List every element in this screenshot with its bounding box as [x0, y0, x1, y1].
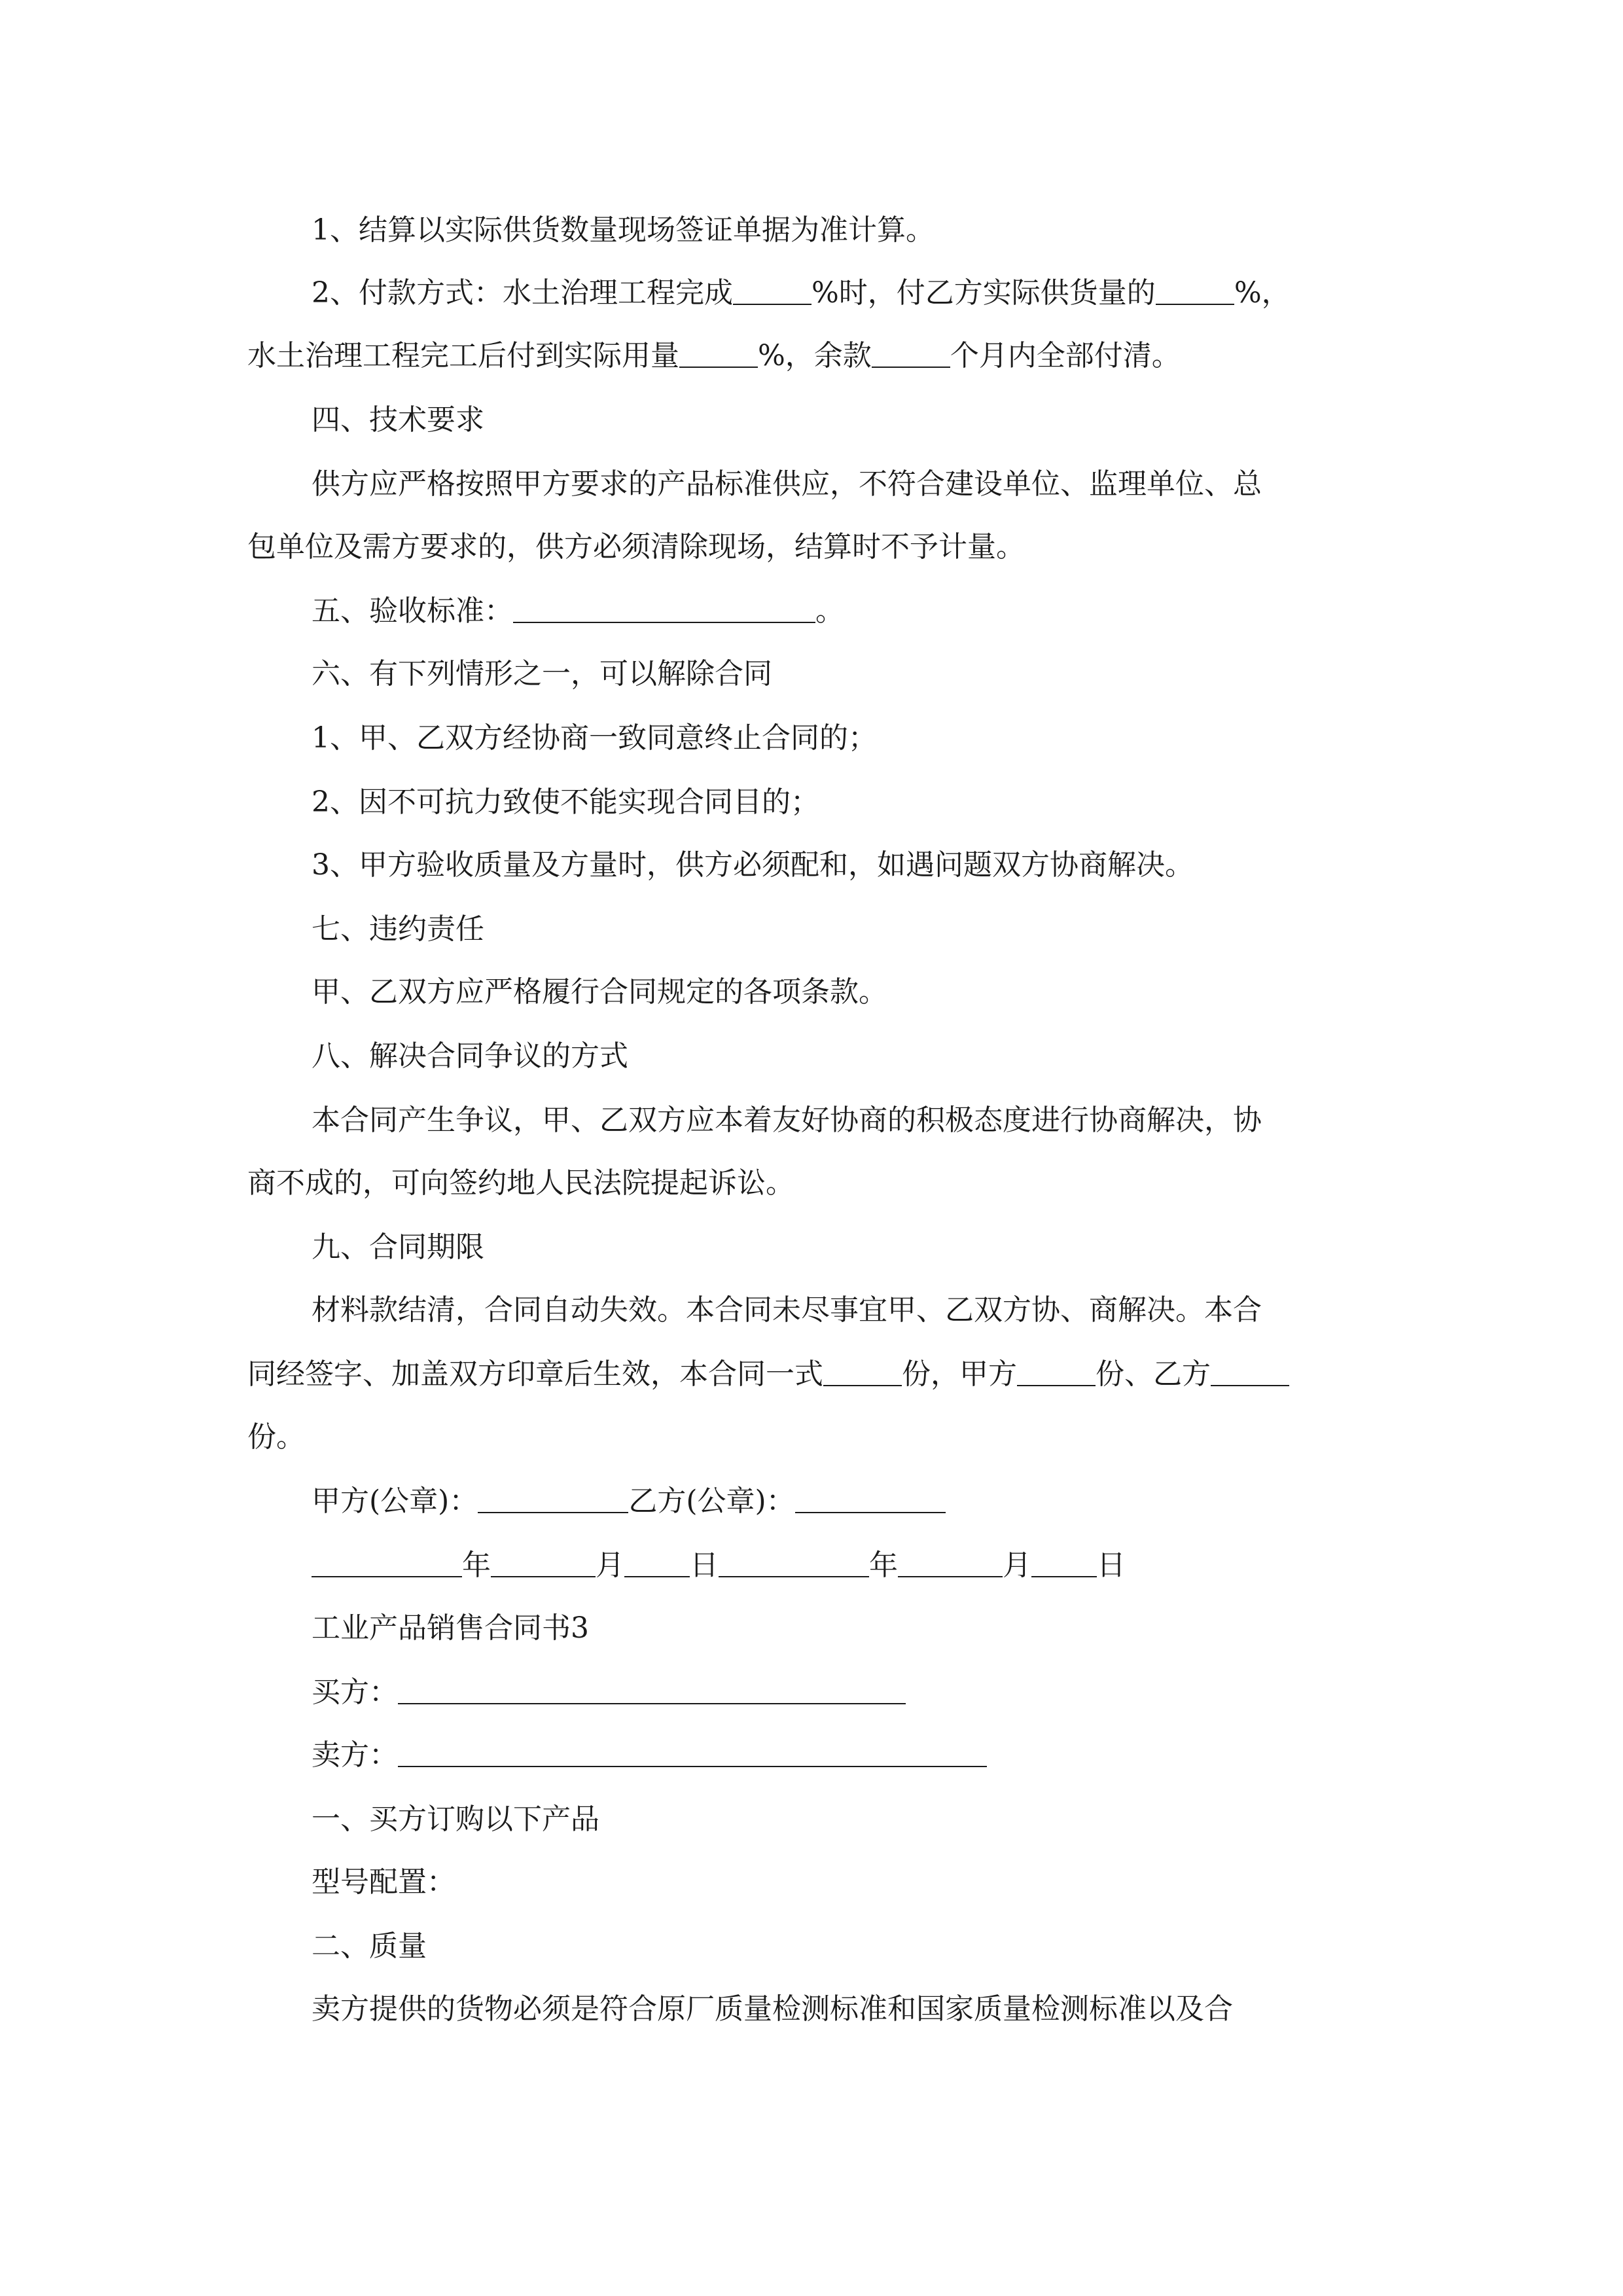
acceptance-end: 。: [815, 594, 844, 628]
party-b-year-blank: [719, 1547, 869, 1577]
day-label: 日: [690, 1549, 719, 1582]
model-config-label: 型号配置：: [312, 1865, 455, 1899]
termination-heading: 六、有下列情形之一，可以解除合同: [312, 657, 772, 691]
contract-3-title: 工业产品销售合同书3: [312, 1611, 589, 1645]
quality-text: 卖方提供的货物必须是符合原厂质量检测标准和国家质量检测标准以及合: [312, 1992, 1233, 2026]
day-label: 日: [1097, 1549, 1126, 1582]
dispute-paragraph-line: 本合同产生争议，甲、乙双方应本着友好协商的积极态度进行协商解决，协: [312, 1103, 1262, 1137]
signature-date-line: [312, 1546, 1444, 1585]
technical-paragraph-line: 包单位及需方要求的，供方必须清除现场，结算时不予计量。: [247, 530, 1025, 564]
quality-heading: 二、质量: [312, 1929, 427, 1963]
payment-terms-text: %时，付乙方实际供货量的: [812, 276, 1156, 310]
party-a-year-blank: [312, 1547, 462, 1577]
copies-total-blank: [823, 1356, 902, 1386]
payment-terms-text: %，余款: [758, 339, 872, 372]
term-text: 同经签字、加盖双方印章后生效，本合同一式: [247, 1357, 823, 1391]
party-b-month-blank: [898, 1547, 1003, 1577]
breach-heading: 七、违约责任: [312, 912, 484, 946]
acceptance-standard-blank: [513, 593, 815, 623]
month-label: 月: [1003, 1549, 1031, 1582]
seller-line: [312, 1736, 1444, 1775]
term-paragraph-line: [247, 1355, 1380, 1394]
year-label: 年: [869, 1549, 898, 1582]
payment-terms-line-1: [312, 274, 1444, 313]
technical-paragraph-line: 供方应严格按照甲方要求的产品标准供应，不符合建设单位、监理单位、总: [312, 467, 1262, 501]
buyer-line: [312, 1673, 1444, 1712]
acceptance-label: 五、验收标准：: [312, 594, 513, 628]
party-b-seal-blank: [795, 1483, 946, 1513]
signature-seal-line: [312, 1482, 1444, 1521]
party-b-day-blank: [1031, 1547, 1097, 1577]
term-paragraph-line: 份。: [247, 1420, 305, 1454]
termination-item-3: 3、甲方验收质量及方量时，供方必须配和，如遇问题双方协商解决。: [312, 848, 1194, 882]
month-label: 月: [596, 1549, 624, 1582]
breach-text: 甲、乙双方应严格履行合同规定的各项条款。: [312, 975, 887, 1009]
settlement-item-1: 1、结算以实际供货数量现场签证单据为准计算。: [312, 213, 935, 247]
acceptance-standard-line: [312, 592, 1444, 631]
payment-terms-text: 水土治理工程完工后付到实际用量: [247, 339, 679, 372]
payment-terms-text: 2、付款方式：水土治理工程完成: [312, 276, 733, 310]
term-text: 份、乙方: [1096, 1357, 1211, 1391]
party-a-day-blank: [624, 1547, 690, 1577]
seller-blank: [398, 1737, 987, 1767]
payment-terms-text: 个月内全部付清。: [950, 339, 1181, 372]
term-text: 份，甲方: [902, 1357, 1017, 1391]
party-a-month-blank: [491, 1547, 596, 1577]
seller-label: 卖方：: [312, 1738, 398, 1772]
buyer-label: 买方：: [312, 1676, 398, 1709]
party-a-seal-blank: [478, 1483, 628, 1513]
term-paragraph-line: 材料款结清，合同自动失效。本合同未尽事宜甲、乙双方协、商解决。本合: [312, 1293, 1262, 1327]
party-a-seal-label: 甲方(公章)：: [312, 1484, 478, 1518]
order-heading: 一、买方订购以下产品: [312, 1803, 599, 1836]
party-b-seal-label: 乙方(公章)：: [628, 1484, 795, 1518]
actual-usage-percent-blank: [679, 338, 758, 368]
dispute-paragraph-line: 商不成的，可向签约地人民法院提起诉讼。: [247, 1166, 794, 1200]
technical-heading: 四、技术要求: [312, 403, 484, 437]
payment-terms-text: %，: [1234, 276, 1291, 310]
copies-party-a-blank: [1017, 1356, 1096, 1386]
completion-percent-blank: [733, 275, 812, 305]
termination-item-1: 1、甲、乙双方经协商一致同意终止合同的；: [312, 721, 877, 755]
termination-item-2: 2、因不可抗力致使不能实现合同目的；: [312, 785, 819, 819]
months-blank: [872, 338, 950, 368]
supply-percent-blank: [1156, 275, 1234, 305]
term-heading: 九、合同期限: [312, 1230, 484, 1264]
copies-party-b-blank: [1211, 1356, 1289, 1386]
buyer-blank: [398, 1674, 906, 1704]
payment-terms-line-2: [247, 336, 1380, 376]
year-label: 年: [462, 1549, 491, 1582]
dispute-heading: 八、解决合同争议的方式: [312, 1039, 628, 1073]
